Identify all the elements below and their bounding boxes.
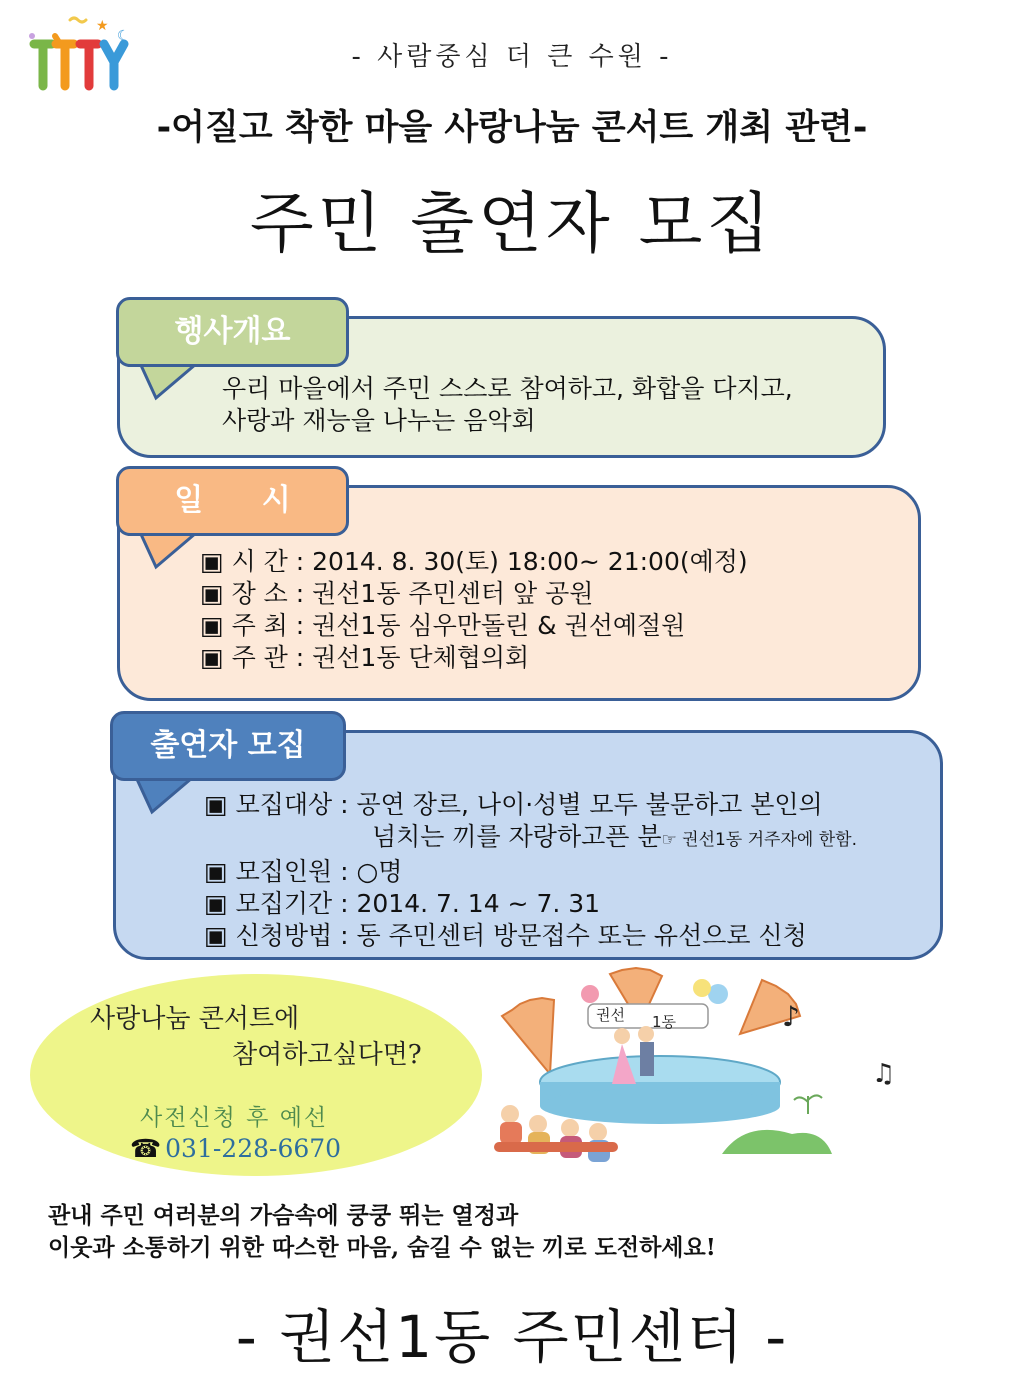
recruit-tab: 출연자 모집 — [110, 711, 346, 781]
overview-text — [222, 373, 793, 437]
page-title: 주민 출연자 모집 — [249, 185, 775, 262]
footer-organization: - 권선1동 주민센터 - — [235, 1303, 789, 1371]
svg-text:★: ★ — [96, 18, 109, 34]
recruit-method: ▣ 신청방법 : 동 주민센터 방문접수 또는 유선으로 신청 — [204, 921, 807, 950]
callout-phone — [130, 1134, 341, 1163]
recruit-target-cont — [204, 821, 857, 856]
overview-tab: 행사개요 — [116, 297, 349, 367]
svg-text:♫: ♫ — [872, 1059, 896, 1089]
recruit-period: ▣ 모집기간 : 2014. 7. 14 ~ 7. 31 — [204, 889, 601, 918]
subtitle: -어질고 착한 마을 사랑나눔 콘서트 개최 관련- — [156, 108, 868, 148]
closing-line: 관내 주민 여러분의 가슴속에 쿵쿵 뛰는 열정과 — [48, 1202, 519, 1229]
callout-question-line2: 참여하고싶다면? — [232, 1040, 422, 1070]
callout-pre-apply: 사전신청 후 예선 — [140, 1105, 329, 1131]
svg-text:♪: ♪ — [782, 1000, 800, 1033]
stage-illustration-icon — [490, 964, 900, 1179]
schedule-time: ▣ 시 간 : 2014. 8. 30(토) 18:00~ 21:00(예정) — [200, 547, 748, 576]
callout-question-line1: 사랑나눔 콘서트에 — [90, 1004, 300, 1034]
concert-illustration — [490, 964, 900, 1179]
recruit-target-note: ☞ 권선1동 거주자에 한함. — [661, 830, 857, 850]
svg-text:☾: ☾ — [117, 28, 130, 44]
slogan: - 사람중심 더 큰 수원 - — [351, 42, 673, 72]
recruit-text — [204, 789, 857, 952]
recruit-count: ▣ 모집인원 : ○명 — [204, 857, 403, 886]
overview-line: 우리 마을에서 주민 스스로 참여하고, 화합을 다지고, — [222, 374, 793, 403]
banner-label-right: 1동 — [652, 1013, 677, 1031]
banner-label-left: 권선 — [596, 1006, 625, 1024]
phone-icon: ☎ — [130, 1134, 162, 1163]
recruit-target-line2: 넘치는 끼를 자랑하고픈 분 — [372, 822, 662, 851]
schedule-tab: 일 시 — [116, 466, 349, 536]
phone-number: 031-228-6670 — [165, 1134, 342, 1163]
schedule-host: ▣ 주 최 : 권선1동 심우만돌린 & 권선예절원 — [200, 611, 686, 640]
schedule-place: ▣ 장 소 : 권선1동 주민센터 앞 공원 — [200, 579, 594, 608]
closing-line: 이웃과 소통하기 위한 따스한 마음, 숨길 수 없는 끼로 도전하세요! — [48, 1234, 716, 1261]
schedule-text — [200, 546, 748, 674]
overview-line: 사랑과 재능을 나누는 음악회 — [222, 406, 536, 435]
schedule-organizer: ▣ 주 관 : 권선1동 단체협의회 — [200, 643, 530, 672]
recruit-target: ▣ 모집대상 : 공연 장르, 나이·성별 모두 불문하고 본인의 — [204, 790, 823, 819]
closing-message — [48, 1200, 716, 1264]
